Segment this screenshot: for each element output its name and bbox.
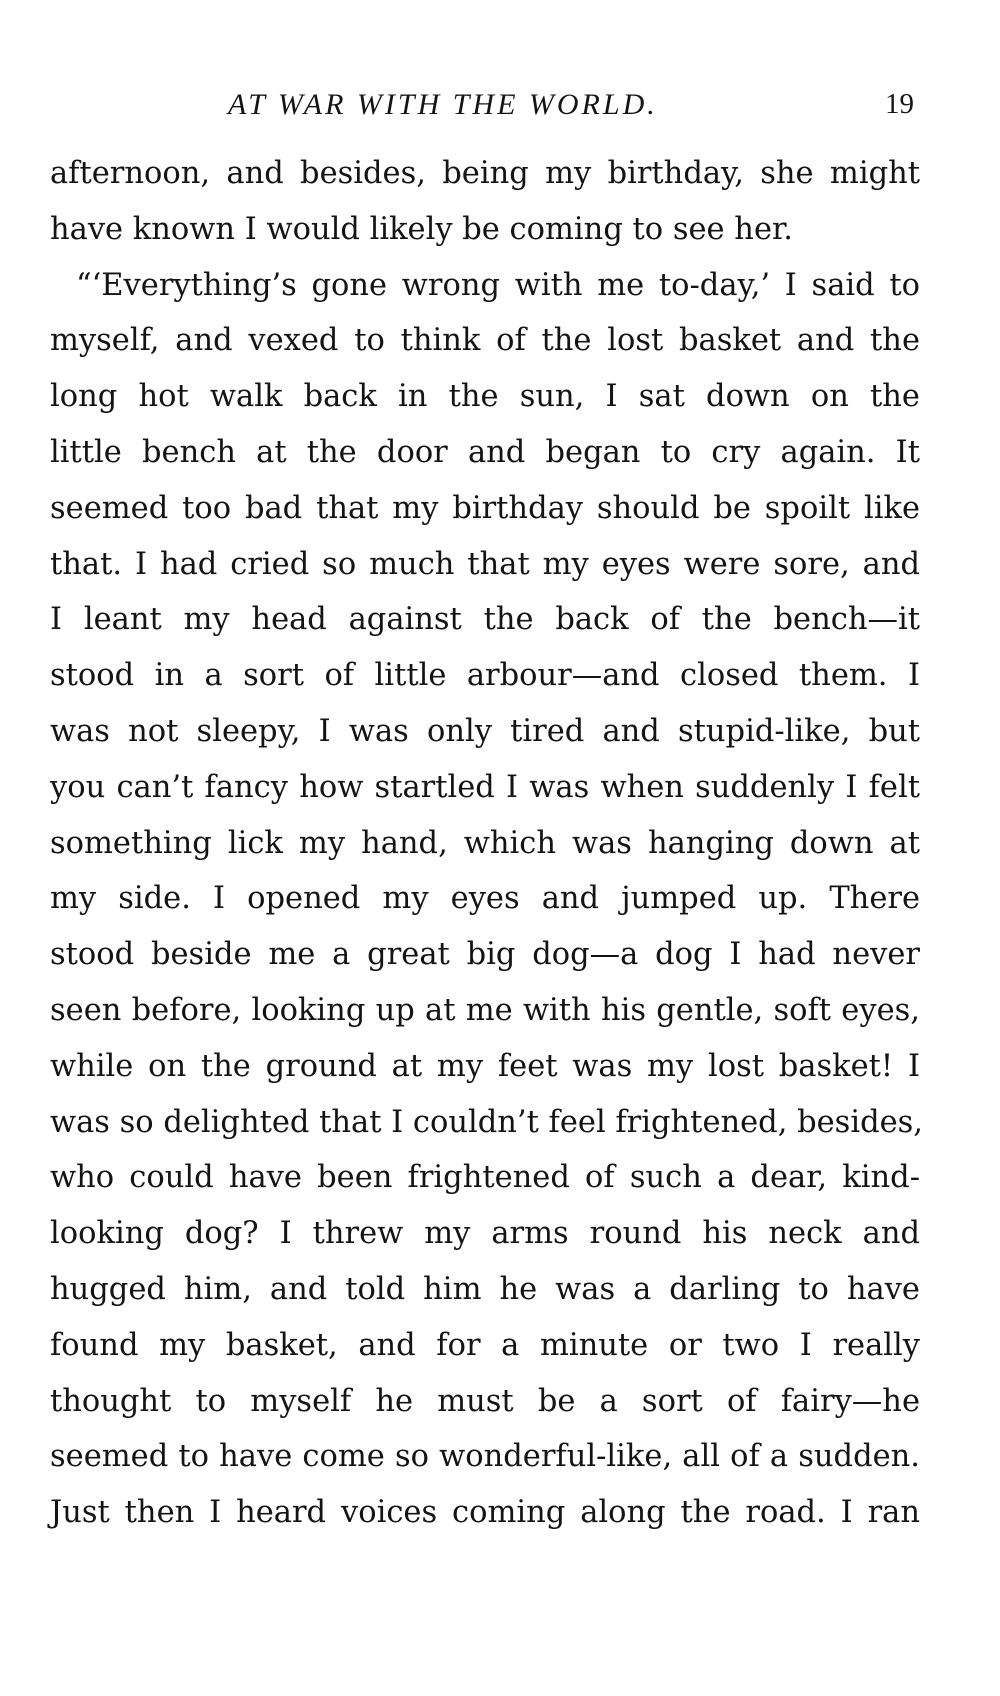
text-line: myself, and vexed to think of the lost basket and the (50, 323, 920, 359)
text-line: Just then I heard voices coming along the road. I ran (50, 1495, 920, 1531)
text-line: my side. I opened my eyes and jumped up. There (50, 881, 920, 917)
text-line: seen before, looking up at me with his gentle, soft eyes, (50, 992, 920, 1028)
text-line: afternoon, and besides, being my birthday, she might (50, 156, 920, 191)
text-line: stood in a sort of little arbour—and closed them. I (50, 658, 920, 694)
text-line: was so delighted that I couldn’t feel frightened, besides, (50, 1104, 924, 1140)
text-line: stood beside me a great big dog—a dog I had never (50, 937, 920, 973)
text-line: who could have been frightened of such a dear, kind- (50, 1160, 920, 1196)
running-head (50, 88, 920, 128)
text-line: was not sleepy, I was only tired and stupid-like, but (50, 713, 920, 749)
text-line: hugged him, and told him he was a darling to have (50, 1271, 920, 1307)
text-line: that. I had cried so much that my eyes were sore, and (50, 546, 920, 582)
body-text (50, 146, 924, 1541)
text-line: found my basket, and for a minute or two I really (50, 1327, 920, 1363)
text-line: have known I would likely be coming to see her. (50, 211, 793, 247)
text-line: thought to myself he must be a sort of fairy—he (50, 1383, 920, 1419)
running-title: AT WAR WITH THE WORLD. (228, 88, 658, 121)
text-line: long hot walk back in the sun, I sat down on the (50, 379, 920, 415)
page-number: 19 (885, 88, 914, 120)
text-line: looking dog? I threw my arms round his neck and (50, 1216, 920, 1252)
text-line: you can’t fancy how startled I was when suddenly I felt (50, 769, 920, 805)
text-line: I leant my head against the back of the bench—it (50, 602, 920, 638)
text-line: seemed to have come so wonderful-like, all of a sudden. (50, 1439, 920, 1475)
text-line: something lick my hand, which was hanging down at (50, 825, 920, 861)
text-line: while on the ground at my feet was my lost basket! I (50, 1048, 920, 1084)
text-line: seemed too bad that my birthday should be spoilt like (50, 490, 920, 526)
text-line: little bench at the door and began to cry again. It (50, 434, 920, 470)
text-line: “‘Everything’s gone wrong with me to-day,’ I said to (76, 267, 920, 303)
